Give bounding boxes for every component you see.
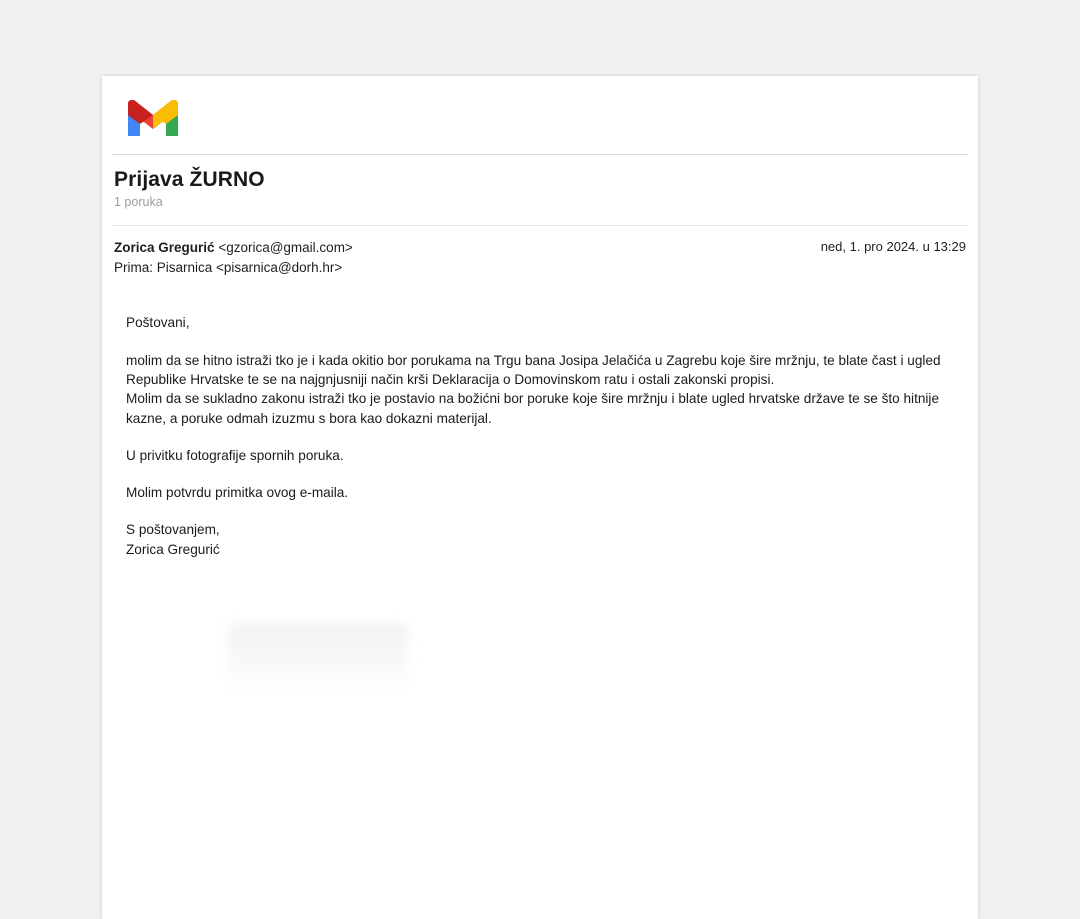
subject-block xyxy=(102,155,978,219)
body-signature: Zorica Gregurić xyxy=(126,541,220,557)
email-subject: Prijava ŽURNO xyxy=(114,168,265,191)
body-paragraph-4: Molim potvrdu primitka ovog e-maila. xyxy=(126,485,349,501)
body-paragraph-1: molim da se hitno istraži tko je i kada okitio bor porukama na Trgu bana Josipa Jelačića u Zagrebu koje šire mržnju, te blate čast i ugled Republike Hrvatske te se na najgnjusniji način krši Deklaracija o Domovinskom ratu i ostali zakonski propisi. xyxy=(126,352,941,387)
body-paragraph-3: U privitku fotografije spornih poruka. xyxy=(126,447,344,463)
email-page xyxy=(102,76,978,919)
sender-block xyxy=(114,238,353,277)
sender-email: <gzorica@gmail.com> xyxy=(218,240,353,256)
recipient-line: Prima: Pisarnica <pisarnica@dorh.hr> xyxy=(114,259,343,275)
scan-artifact xyxy=(228,624,408,686)
email-body xyxy=(102,277,978,559)
signature-block xyxy=(126,520,964,559)
sender-name: Zorica Gregurić xyxy=(114,240,215,256)
message-count: 1 poruka xyxy=(114,195,163,210)
sender-line xyxy=(114,238,353,258)
body-closing: S poštovanjem, xyxy=(126,522,220,538)
email-date: ned, 1. pro 2024. u 13:29 xyxy=(820,239,966,255)
gmail-logo-icon xyxy=(124,96,182,140)
logo-area xyxy=(102,76,978,148)
body-paragraph-2: Molim da se sukladno zakonu istraži tko je postavio na božićni bor poruke koje šire mržnju i blate ugled hrvatske države te se što hitnije kazne, a poruke odmah izuzmu s bora kao dokazni materijal. xyxy=(126,391,940,426)
message-header xyxy=(102,226,978,277)
body-greeting: Poštovani, xyxy=(126,315,190,331)
